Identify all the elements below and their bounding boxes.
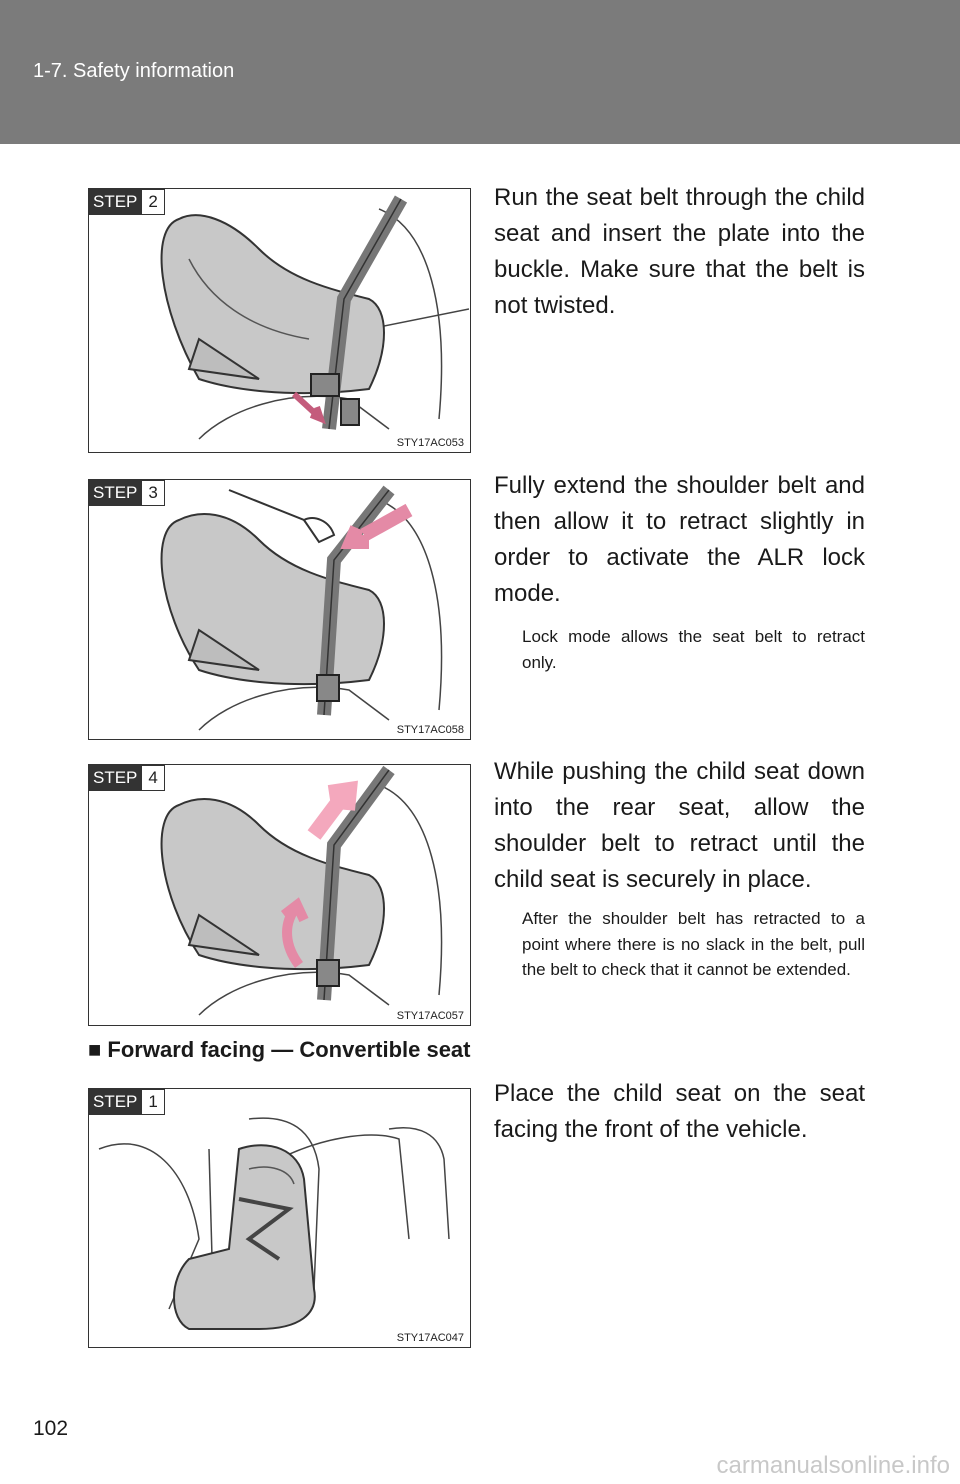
section-bullet: ■ (88, 1037, 102, 1062)
page-header (0, 0, 960, 144)
step-3-text: Fully extend the shoulder belt and then allow it to retract slightly in order to activate the ALR lock mode. (494, 472, 865, 607)
figure-code: STY17AC058 (396, 724, 464, 736)
child-seat-belt-illustration (89, 189, 469, 451)
child-seat-push-illustration (89, 765, 469, 1024)
step-badge (89, 1089, 165, 1115)
step-badge-number: 3 (142, 480, 164, 506)
figure-code: STY17AC047 (396, 1332, 464, 1344)
child-seat-retract-illustration (89, 480, 469, 738)
section-title-text: Forward facing — Convertible seat (107, 1037, 471, 1062)
step-2-illustration (88, 188, 471, 453)
figure-code: STY17AC057 (396, 1010, 464, 1022)
step-badge-label: STEP (89, 480, 142, 506)
section-title: 1-7. Safety information (33, 60, 235, 82)
watermark: carmanualsonline.info (716, 1452, 950, 1479)
section-heading (88, 1037, 471, 1063)
step-badge-number: 2 (142, 189, 164, 215)
step-badge (89, 765, 165, 791)
step-badge (89, 480, 165, 506)
step-4-illustration (88, 764, 471, 1026)
step-4-note: After the shoulder belt has retracted to a point where there is no slack in the belt, pull the belt to check that it cannot be extended. (522, 909, 865, 979)
step-badge-number: 1 (142, 1089, 164, 1115)
figure-code: STY17AC053 (396, 437, 464, 449)
page-number: 102 (33, 1417, 69, 1440)
step-4-text: While pushing the child seat down into the rear seat, allow the shoulder belt to retract until the child seat is securely in place. (494, 758, 865, 893)
step-badge-number: 4 (142, 765, 164, 791)
convertible-seat-illustration (89, 1089, 469, 1346)
step-badge-label: STEP (89, 765, 142, 791)
step-badge-label: STEP (89, 1089, 142, 1115)
forward-step-1-illustration (88, 1088, 471, 1348)
step-3-illustration (88, 479, 471, 740)
step-badge (89, 189, 165, 215)
step-badge-label: STEP (89, 189, 142, 215)
forward-step-1-text: Place the child seat on the seat facing the front of the vehicle. (494, 1080, 865, 1143)
step-3-note: Lock mode allows the seat belt to retract only. (522, 627, 865, 672)
step-2-text: Run the seat belt through the child seat and insert the plate into the buckle. Make sure that the belt is not twisted. (494, 184, 865, 319)
